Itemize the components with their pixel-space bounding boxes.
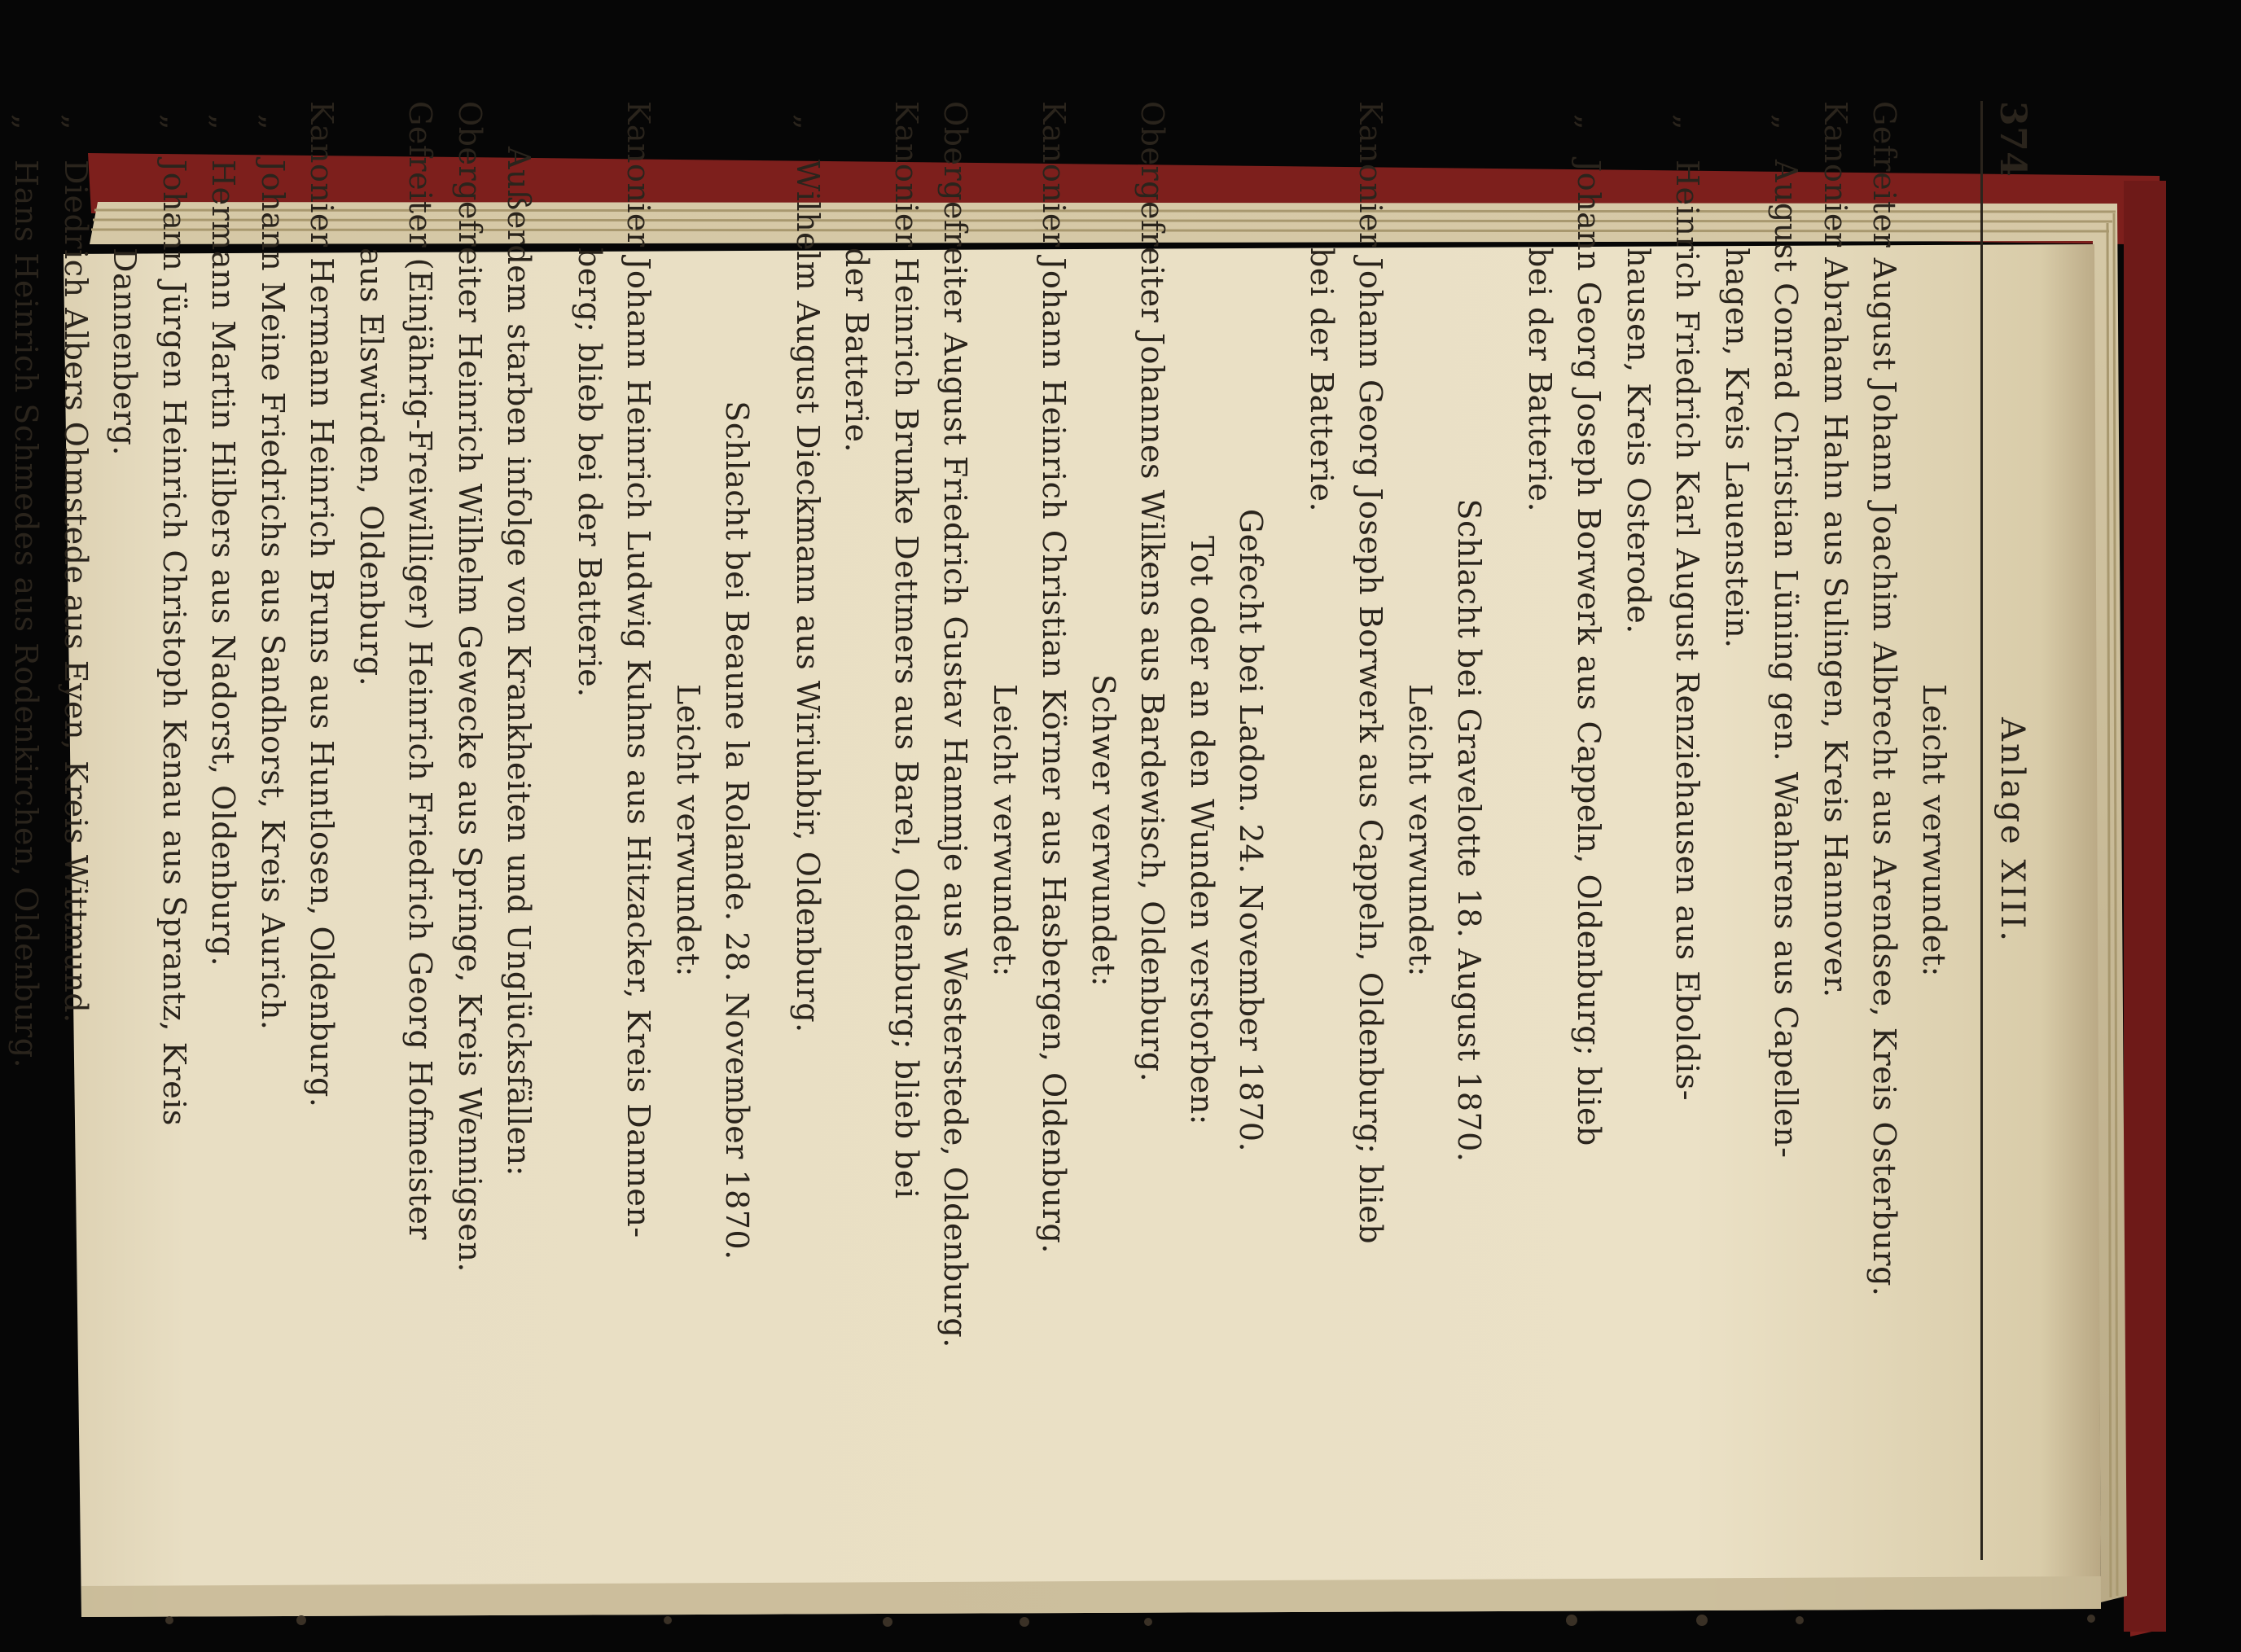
text-line — [1564, 101, 1614, 1560]
line-text: Leicht verwundet: — [1916, 684, 1952, 977]
line-text: der Batterie. — [839, 248, 875, 454]
text-line — [150, 101, 200, 1560]
text-line — [248, 101, 298, 1560]
header-rule — [1980, 101, 1983, 1560]
text-line — [1029, 101, 1079, 1560]
line-text: Gefreiter August Johann Joachim Albrecht aus Arendsee, Kreis Osterburg. — [1866, 101, 1903, 1297]
line-text: Schlacht bei Gravelotte 18. August 1870. — [1451, 498, 1488, 1163]
line-text: August Conrad Christian Lüning gen. Waahrens aus Capellen- — [1768, 160, 1805, 1159]
text-line — [1614, 101, 1664, 1560]
ditto-mark: „ — [156, 114, 192, 131]
line-text: Hermann Martin Hilbers aus Nadorst, Oldenburg. — [205, 160, 242, 967]
section-heading — [1079, 101, 1129, 1560]
section-gap — [544, 101, 565, 1560]
text-line — [1761, 101, 1811, 1560]
ditto-mark: „ — [1768, 114, 1805, 131]
section-heading — [1396, 101, 1445, 1560]
running-head — [1986, 101, 2037, 1560]
line-text: Kanonier Johann Georg Joseph Borwerk aus Cappeln, Oldenburg; blieb — [1353, 101, 1389, 1245]
line-text: hagen, Kreis Lauenstein. — [1719, 248, 1755, 649]
section-heading — [664, 101, 713, 1560]
section-heading — [1910, 101, 1959, 1560]
text-line — [565, 101, 615, 1560]
section-heading — [1226, 101, 1276, 1560]
line-text: Obergefreiter August Friedrich Gustav Hammje aus Westerstede, Oldenburg. — [937, 101, 974, 1348]
line-text: Dannenberg. — [107, 248, 143, 456]
ditto-mark: „ — [1669, 114, 1706, 131]
text-line — [783, 101, 833, 1560]
text-line — [396, 101, 445, 1560]
ditto-mark: „ — [8, 114, 45, 131]
line-text: bei der Batterie. — [1522, 248, 1558, 513]
page-text-block — [8, 101, 2037, 1560]
line-text: Johann Georg Joseph Borwerk aus Cappeln, Oldenburg; blieb — [1571, 160, 1607, 1146]
section-gap — [1494, 101, 1515, 1560]
line-text: Gefecht bei Ladon. 24. November 1870. — [1233, 508, 1270, 1153]
ditto-mark: „ — [255, 114, 291, 131]
line-text: Kanonier Hermann Heinrich Bruns aus Huntlosen, Oldenburg. — [304, 101, 340, 1108]
text-line — [1128, 101, 1178, 1560]
line-text: Leicht verwundet: — [987, 684, 1023, 977]
section-heading — [1178, 101, 1227, 1560]
line-text: Hans Heinrich Schmedes aus Rodenkirchen, Oldenburg. — [8, 160, 45, 1069]
line-text: Obergefreiter Johannes Wilkens aus Bardewisch, Oldenburg. — [1134, 101, 1171, 1083]
text-line — [1860, 101, 1910, 1560]
text-line — [2, 101, 51, 1560]
ditto-mark: „ — [205, 114, 242, 131]
text-line — [199, 101, 248, 1560]
section-heading — [1445, 101, 1494, 1560]
section-gap — [1276, 101, 1297, 1560]
line-text: Leicht verwundet: — [1402, 684, 1438, 977]
text-line — [882, 101, 932, 1560]
line-text: Tot oder an den Wunden verstorben: — [1184, 536, 1220, 1125]
text-line — [1663, 101, 1713, 1560]
ditto-mark: „ — [790, 114, 826, 131]
line-text: Schlacht bei Beaune la Rolande. 28. November 1870. — [719, 401, 756, 1260]
line-text: Diedrich Albers Ohmstede aus Eyen, Kreis Wittmund. — [58, 160, 94, 1023]
text-line — [1346, 101, 1396, 1560]
line-text: Schwer verwundet: — [1085, 673, 1121, 988]
text-line — [100, 101, 150, 1560]
text-line — [494, 101, 544, 1560]
section-heading — [980, 101, 1030, 1560]
section-gap — [762, 101, 783, 1560]
text-line — [51, 101, 101, 1560]
page-body — [2, 101, 1958, 1560]
text-line — [1811, 101, 1861, 1560]
line-text: Kanonier Johann Heinrich Christian Körner aus Hasbergen, Oldenburg. — [1036, 101, 1072, 1254]
line-text: Wilhelm August Dieckmann aus Wiriuhbir, Oldenburg. — [790, 160, 826, 1033]
text-line — [347, 101, 397, 1560]
ditto-mark: „ — [58, 114, 94, 131]
line-text: berg; blieb bei der Batterie. — [572, 248, 607, 698]
text-line — [445, 101, 495, 1560]
line-text: Gefreiter (Einjährig-Freiwilliger) Heinrich Friedrich Georg Hofmeister — [402, 101, 439, 1241]
line-text: hausen, Kreis Osterode. — [1620, 248, 1656, 634]
section-heading — [713, 101, 762, 1560]
line-text: Johann Meine Friedrichs aus Sandhorst, Kreis Aurich. — [255, 160, 291, 1031]
ditto-mark: „ — [1571, 114, 1607, 131]
text-line — [931, 101, 980, 1560]
running-title: Anlage XIII. — [1993, 717, 2031, 944]
line-text: Johann Jürgen Heinrich Christoph Kenau aus Sprantz, Kreis — [156, 160, 192, 1126]
line-text: Obergefreiter Heinrich Wilhelm Gewecke aus Springe, Kreis Wennigsen. — [452, 101, 488, 1273]
text-line — [1297, 101, 1347, 1560]
text-line — [614, 101, 664, 1560]
line-text: Kanonier Johann Heinrich Ludwig Kuhns aus Hitzacker, Kreis Dannen- — [621, 101, 657, 1238]
line-text: Heinrich Friedrich Karl August Renziehausen aus Eboldis- — [1669, 160, 1706, 1102]
page-number: 374 — [1992, 101, 2033, 177]
line-text: Kanonier Abraham Hahn aus Sulingen, Kreis Hannover. — [1818, 101, 1853, 998]
line-text: Leicht verwundet: — [670, 684, 706, 977]
line-text: bei der Batterie. — [1304, 248, 1340, 513]
line-text: aus Elswürden, Oldenburg. — [353, 248, 389, 687]
text-line — [1713, 101, 1762, 1560]
line-text: Kanonier Heinrich Brunke Dettmers aus Barel, Oldenburg; blieb bei — [888, 101, 924, 1199]
text-line — [832, 101, 882, 1560]
text-line — [1515, 101, 1565, 1560]
red-cover-spine-edge — [2124, 181, 2166, 1632]
line-text: Außerdem starben infolge von Krankheiten und Unglücksfällen: — [501, 147, 537, 1177]
text-line — [297, 101, 347, 1560]
